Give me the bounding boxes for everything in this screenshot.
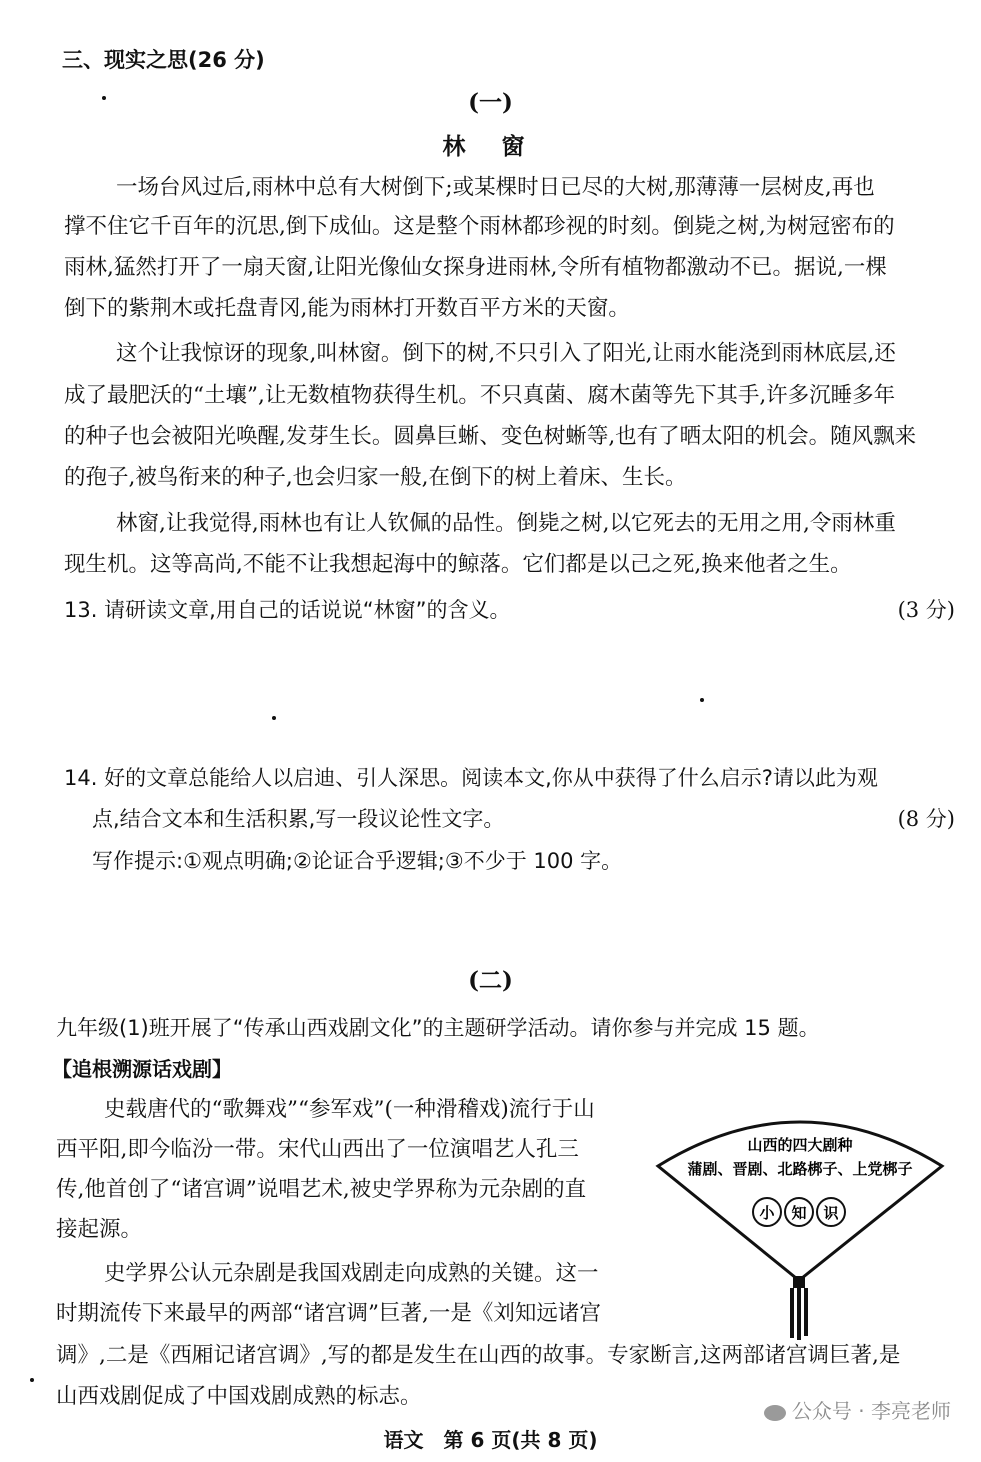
scan-dot <box>700 698 704 702</box>
fan-illustration <box>650 1088 950 1343</box>
text-line: 林窗,让我觉得,雨林也有让人钦佩的品性。倒毙之树,以它死去的无用之用,令雨林重 <box>116 511 896 536</box>
subheading: 【追根溯源话戏剧】 <box>52 1057 232 1081</box>
text-line: 的孢子,被鸟衔来的种子,也会归家一般,在倒下的树上着床、生长。 <box>64 465 687 490</box>
section-title: 三、现实之思(26 分) <box>62 48 265 72</box>
question-13-score: (3 分) <box>897 598 955 622</box>
text-line: 这个让我惊讶的现象,叫林窗。倒下的树,不只引入了阳光,让雨水能浇到雨林底层,还 <box>116 341 896 366</box>
page-footer: 语文 第 6 页(共 8 页) <box>383 1428 598 1452</box>
article-title: 林 窗 <box>442 133 539 160</box>
text-line: 传,他首创了“诸宫调”说唱艺术,被史学界称为元杂剧的直 <box>56 1177 587 1202</box>
watermark: 公众号 · 李亮老师 <box>764 1395 951 1424</box>
question-14-score: (8 分) <box>897 807 955 831</box>
text-line: 接起源。 <box>56 1217 143 1242</box>
text-line: 史载唐代的“歌舞戏”“参军戏”(一种滑稽戏)流行于山 <box>104 1097 595 1122</box>
fan-tassel <box>790 1276 808 1340</box>
scan-dot <box>272 716 276 720</box>
fan-badge <box>753 1198 845 1226</box>
writing-hint: 写作提示:①观点明确;②论证合乎逻辑;③不少于 100 字。 <box>92 849 623 873</box>
text-line: 一场台风过后,雨林中总有大树倒下;或某棵时日已尽的大树,那薄薄一层树皮,再也 <box>116 175 875 200</box>
scan-dot <box>102 96 106 100</box>
text-line: 雨林,猛然打开了一扇天窗,让阳光像仙女探身进雨林,令所有植物都激动不已。据说,一棵 <box>64 255 887 280</box>
text-line: 西平阳,即今临汾一带。宋代山西出了一位演唱艺人孔三 <box>56 1137 579 1162</box>
text-line: 倒下的紫荆木或托盘青冈,能为雨林打开数百平方米的天窗。 <box>64 296 630 321</box>
chat-bubble-icon <box>764 1405 786 1421</box>
question-13: 13. 请研读文章,用自己的话说说“林窗”的含义。 <box>64 598 511 622</box>
question-14-line2: 点,结合文本和生活积累,写一段议论性文字。 <box>92 807 505 831</box>
text-line: 成了最肥沃的“土壤”,让无数植物获得生机。不只真菌、腐木菌等先下其手,许多沉睡多年 <box>64 383 896 408</box>
badge-char: 知 <box>791 1204 807 1222</box>
badge-char: 识 <box>823 1204 839 1222</box>
text-line: 现生机。这等高尚,不能不让我想起海中的鲸落。它们都是以己之死,换来他者之生。 <box>64 552 852 577</box>
badge-char: 小 <box>759 1204 775 1222</box>
text-line: 调》,二是《西厢记诸宫调》,写的都是发生在山西的故事。专家断言,这两部诸宫调巨著,是 <box>56 1343 901 1368</box>
part-one-label: (一) <box>468 89 513 116</box>
fan-items: 蒲剧、晋剧、北路梆子、上党梆子 <box>687 1160 913 1178</box>
text-line: 山西戏剧促成了中国戏剧成熟的标志。 <box>56 1384 422 1409</box>
scan-dot <box>30 1378 34 1382</box>
text-line: 撑不住它千百年的沉思,倒下成仙。这是整个雨林都珍视的时刻。倒毙之树,为树冠密布的 <box>64 214 895 239</box>
fan-title: 山西的四大剧种 <box>747 1136 853 1154</box>
text-line: 史学界公认元杂剧是我国戏剧走向成熟的关键。这一 <box>104 1261 599 1286</box>
text-line: 时期流传下来最早的两部“诸宫调”巨著,一是《刘知远诸宫 <box>56 1301 601 1326</box>
part-two-label: (二) <box>468 967 513 994</box>
text-line: 的种子也会被阳光唤醒,发芽生长。圆鼻巨蜥、变色树蜥等,也有了晒太阳的机会。随风飘来 <box>64 424 917 449</box>
question-14-line1: 14. 好的文章总能给人以启迪、引人深思。阅读本文,你从中获得了什么启示?请以此为观 <box>64 766 878 790</box>
activity-intro: 九年级(1)班开展了“传承山西戏剧文化”的主题研学活动。请你参与并完成 15 题。 <box>56 1016 820 1040</box>
